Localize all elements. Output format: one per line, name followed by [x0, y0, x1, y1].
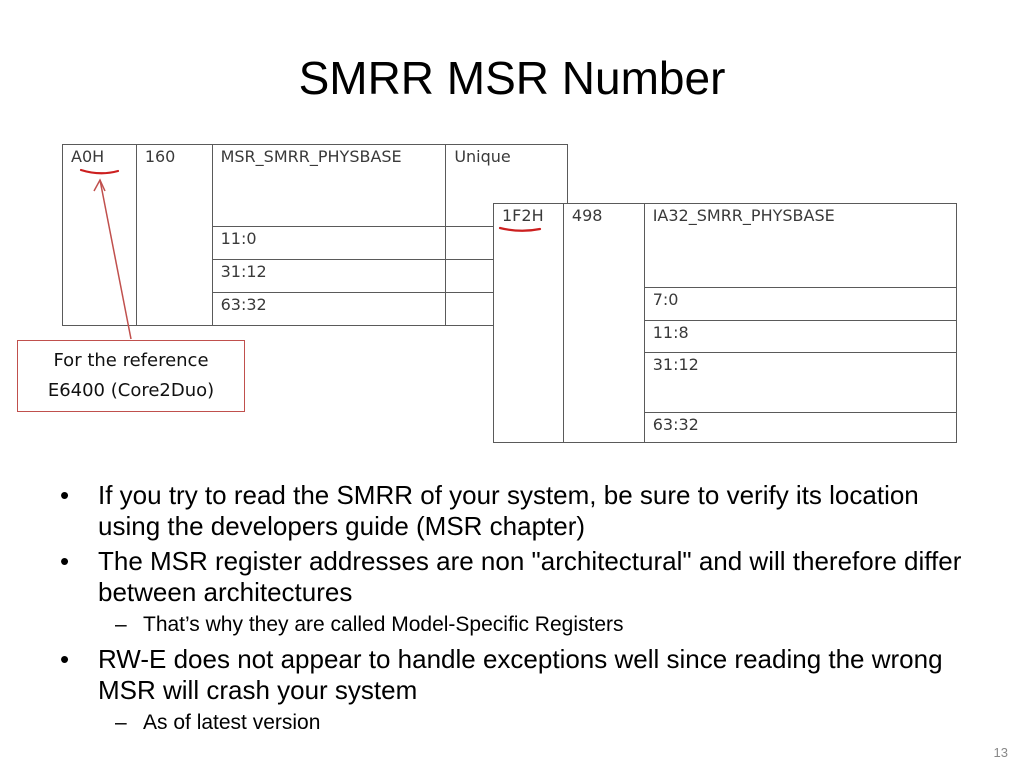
bit-field-cell: 63:32	[212, 293, 446, 326]
register-name-cell: IA32_SMRR_PHYSBASE	[644, 204, 956, 288]
bullet-mark: –	[115, 711, 127, 734]
table-row	[494, 204, 957, 288]
callout-line: E6400 (Core2Duo)	[47, 380, 215, 401]
slide-title: SMRR MSR Number	[298, 52, 726, 104]
bullet-text: The MSR register addresses are non "architectural" and will therefore differ between architectures	[98, 546, 962, 607]
bit-field-cell: 7:0	[644, 288, 956, 321]
bullet-item	[58, 480, 978, 542]
callout-line: For the reference	[53, 350, 209, 371]
bullet-list	[58, 476, 978, 738]
sub-bullet-item	[58, 610, 978, 640]
reference-callout	[17, 340, 245, 412]
bullet-mark: •	[60, 480, 70, 510]
bullet-item	[58, 644, 978, 706]
table-row	[63, 145, 568, 227]
sub-bullet-item	[58, 708, 978, 738]
bullet-item	[58, 546, 978, 608]
bit-field-cell: 11:0	[212, 227, 446, 260]
address-hex-cell: A0H	[63, 145, 137, 326]
bit-field-cell: 31:12	[644, 353, 956, 413]
address-hex-cell: 1F2H	[494, 204, 564, 443]
register-name-cell: MSR_SMRR_PHYSBASE	[212, 145, 446, 227]
bullet-text: That’s why they are called Model-Specific Registers	[143, 613, 624, 636]
bullet-text: If you try to read the SMRR of your system, be sure to verify its location using the developers guide (MSR chapter)	[98, 480, 919, 541]
scope-cell: Unique	[446, 145, 568, 227]
bullet-mark: •	[60, 644, 70, 674]
msr-table-newer	[493, 203, 957, 443]
bullet-text: As of latest version	[143, 711, 321, 734]
bit-field-cell: 31:12	[212, 260, 446, 293]
address-dec-cell: 160	[136, 145, 212, 326]
bullet-text: RW-E does not appear to handle exceptions well since reading the wrong MSR will crash your system	[98, 644, 943, 705]
page-number: 13	[993, 745, 1008, 760]
bullet-mark: •	[60, 546, 70, 576]
bit-field-cell: 11:8	[644, 321, 956, 353]
bullet-mark: –	[115, 613, 127, 636]
address-dec-cell: 498	[563, 204, 644, 443]
bit-field-cell: 63:32	[644, 413, 956, 443]
